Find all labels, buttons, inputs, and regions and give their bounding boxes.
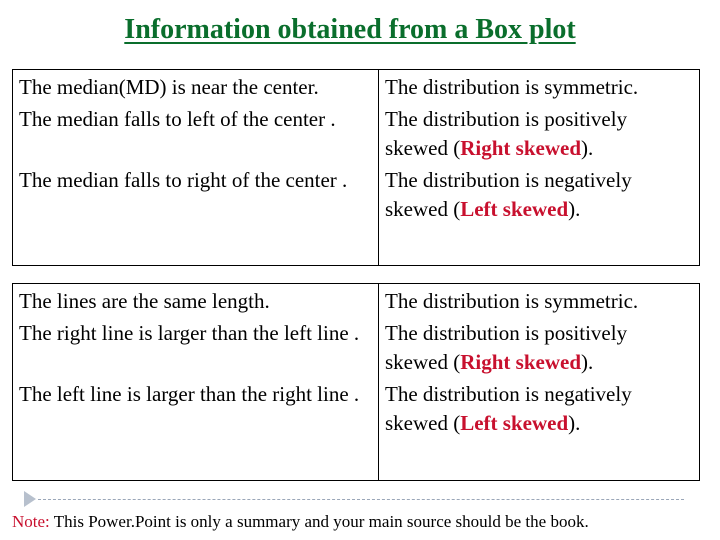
table-row <box>13 316 700 377</box>
conclusion-text: The distribution is symmetric. <box>385 75 639 99</box>
skew-direction-label: Left skewed <box>460 197 569 221</box>
conclusion-text-end: ). <box>568 411 581 435</box>
condition-cell: The left line is larger than the right line . <box>13 377 379 481</box>
slide-title: Information obtained from a Box plot <box>124 14 576 45</box>
conclusion-text: The distribution is positively skewed ( <box>385 321 628 374</box>
conclusion-text: The distribution is symmetric. <box>385 289 639 313</box>
condition-cell: The right line is larger than the left line . <box>13 316 379 377</box>
conclusion-text-end: ). <box>581 350 594 374</box>
skew-direction-label: Left skewed <box>460 411 569 435</box>
table-row <box>13 377 700 481</box>
table-row <box>13 70 700 103</box>
table-row <box>13 163 700 266</box>
table-row <box>13 102 700 163</box>
conclusion-cell <box>379 70 700 103</box>
conclusion-text: The distribution is negatively skewed ( <box>385 168 632 221</box>
conclusion-text-end: ). <box>581 136 594 160</box>
condition-cell: The median falls to right of the center . <box>13 163 379 266</box>
conclusion-text-end: ). <box>568 197 581 221</box>
conclusion-cell <box>379 102 700 163</box>
skew-direction-label: Right skewed <box>460 350 581 374</box>
whisker-length-table <box>12 283 700 481</box>
footer-divider <box>38 499 684 500</box>
note-label: Note: <box>12 512 50 531</box>
conclusion-cell <box>379 316 700 377</box>
note-text: This Power.Point is only a summary and your main source should be the book. <box>49 512 589 531</box>
condition-cell: The median(MD) is near the center. <box>13 70 379 103</box>
conclusion-text: The distribution is positively skewed ( <box>385 107 628 160</box>
conclusion-cell <box>379 284 700 317</box>
condition-cell: The lines are the same length. <box>13 284 379 317</box>
skew-direction-label: Right skewed <box>460 136 581 160</box>
median-position-table <box>12 69 700 266</box>
table-row <box>13 284 700 317</box>
play-icon <box>24 491 36 507</box>
conclusion-text: The distribution is negatively skewed ( <box>385 382 632 435</box>
conclusion-cell <box>379 377 700 481</box>
conclusion-cell <box>379 163 700 266</box>
footer-note <box>12 512 712 532</box>
condition-cell: The median falls to left of the center . <box>13 102 379 163</box>
